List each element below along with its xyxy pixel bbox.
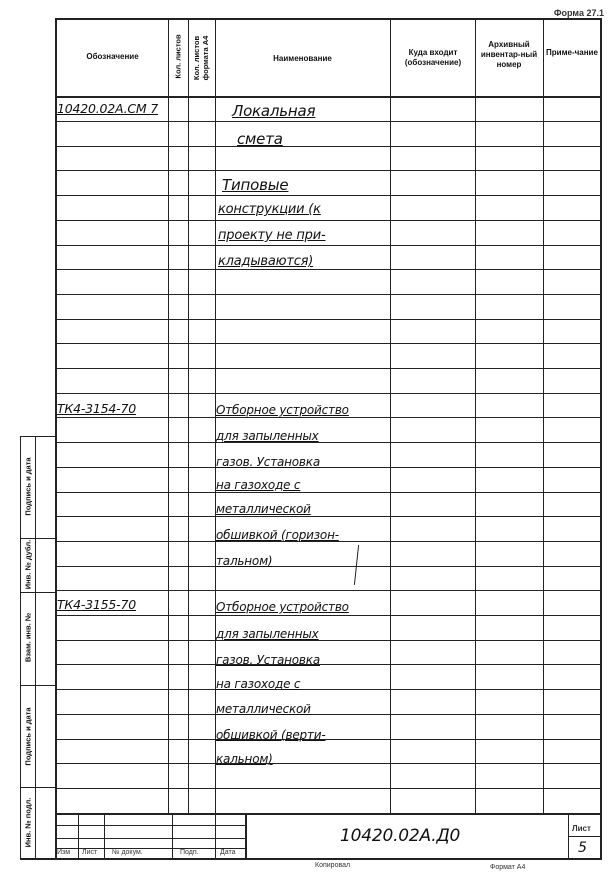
row-line — [55, 121, 601, 122]
side-vzam-inv: Взам. инв. № — [23, 612, 33, 663]
row-line — [55, 195, 601, 196]
entry-1-code: 10420.02A.CM 7 — [57, 101, 159, 116]
entry-2-line-1: Типовые — [222, 176, 289, 194]
header-a4-format: Кол. листов формата А4 — [192, 35, 210, 81]
entry-4-line-6: обшивкой (верти- — [216, 728, 326, 742]
entry-3-code: ТК4-3154-70 — [57, 401, 137, 416]
entry-3-line-4: на газоходе с — [216, 478, 301, 492]
entry-4-line-5: металлической — [216, 702, 311, 716]
side-sign-date-1: Подпись и дата — [23, 457, 33, 516]
stamp-col-date: Дата — [220, 849, 236, 856]
stamp-sheet-no: 5 — [578, 840, 587, 856]
row-line — [55, 467, 601, 468]
side-sign-date-2: Подпись и дата — [23, 707, 33, 766]
row-line — [55, 615, 601, 616]
entry-4-line-1: Отборное устройство — [216, 600, 349, 614]
header-note: Приме-чание — [546, 48, 598, 57]
row-line — [55, 146, 601, 147]
entry-2-line-3: проекту не при- — [218, 228, 326, 243]
row-line — [55, 393, 601, 394]
row-line — [55, 714, 601, 715]
row-line — [55, 516, 601, 517]
row-line — [55, 590, 601, 591]
header-included-in: Куда входит (обозначение) — [404, 48, 462, 67]
row-line — [55, 220, 601, 221]
footer-format: Формат А4 — [490, 864, 526, 871]
stamp-col-izm: Изм — [57, 849, 71, 856]
frame-right — [600, 18, 602, 860]
stamp-sheet-label: Лист — [572, 824, 591, 833]
entry-3-line-2: для запыленных — [216, 429, 319, 443]
entry-4-code: ТК4-3155-70 — [57, 597, 137, 612]
entry-3-line-3: газов. Установка — [216, 455, 320, 469]
stamp-col-sign: Подп. — [180, 849, 199, 856]
row-line — [55, 417, 601, 418]
entry-2-line-2: конструкции (к — [218, 202, 321, 217]
row-line — [55, 640, 601, 641]
row-line — [55, 739, 601, 740]
entry-4-line-7: кальном) — [216, 752, 273, 766]
entry-1-line-2: смета — [237, 130, 283, 148]
frame-left — [55, 18, 57, 860]
entry-4-line-2: для запыленных — [216, 627, 319, 641]
entry-1-line-1: Локальная — [232, 102, 316, 120]
stamp-col-list: Лист — [82, 849, 98, 856]
row-line — [55, 566, 601, 567]
frame-top — [55, 18, 601, 20]
row-line — [55, 245, 601, 246]
row-line — [55, 343, 601, 344]
row-line — [55, 319, 601, 320]
form-label: Форма 27.1 — [553, 8, 604, 18]
row-line — [55, 664, 601, 665]
row-line — [55, 368, 601, 369]
row-line — [55, 269, 601, 270]
row-line — [55, 689, 601, 690]
row-line — [55, 788, 601, 789]
row-line — [55, 442, 601, 443]
stamp-col-doc: № докум. — [112, 849, 143, 856]
entry-3-line-5: металлической — [216, 502, 311, 516]
header-name: Наименование — [273, 54, 332, 63]
row-line — [55, 170, 601, 171]
row-line — [55, 294, 601, 295]
row-line — [55, 763, 601, 764]
entry-3-line-7: тальном) — [216, 554, 273, 568]
entry-4-line-3: газов. Установка — [216, 653, 320, 667]
entry-3-line-1: Отборное устройство — [216, 403, 349, 417]
header-designation: Обозначение — [86, 52, 139, 61]
entry-4-line-4: на газоходе с — [216, 677, 301, 691]
stamp-doc-code: 10420.02A.Д0 — [340, 826, 461, 846]
header-archive-no: Архивный инвентар-ный номер — [480, 40, 538, 69]
frame-bottom — [20, 858, 601, 860]
footer-copied: Копировал — [315, 862, 351, 869]
row-line — [55, 492, 601, 493]
entry-2-line-4: кладываются) — [218, 254, 314, 269]
side-inv-podl: Инв. № подл. — [23, 797, 33, 848]
entry-3-line-6: обшивкой (горизон- — [216, 528, 339, 542]
header-sheets-count: Кол. листов — [173, 34, 183, 79]
side-inv-dubl: Инв. № дубл. — [23, 539, 33, 590]
